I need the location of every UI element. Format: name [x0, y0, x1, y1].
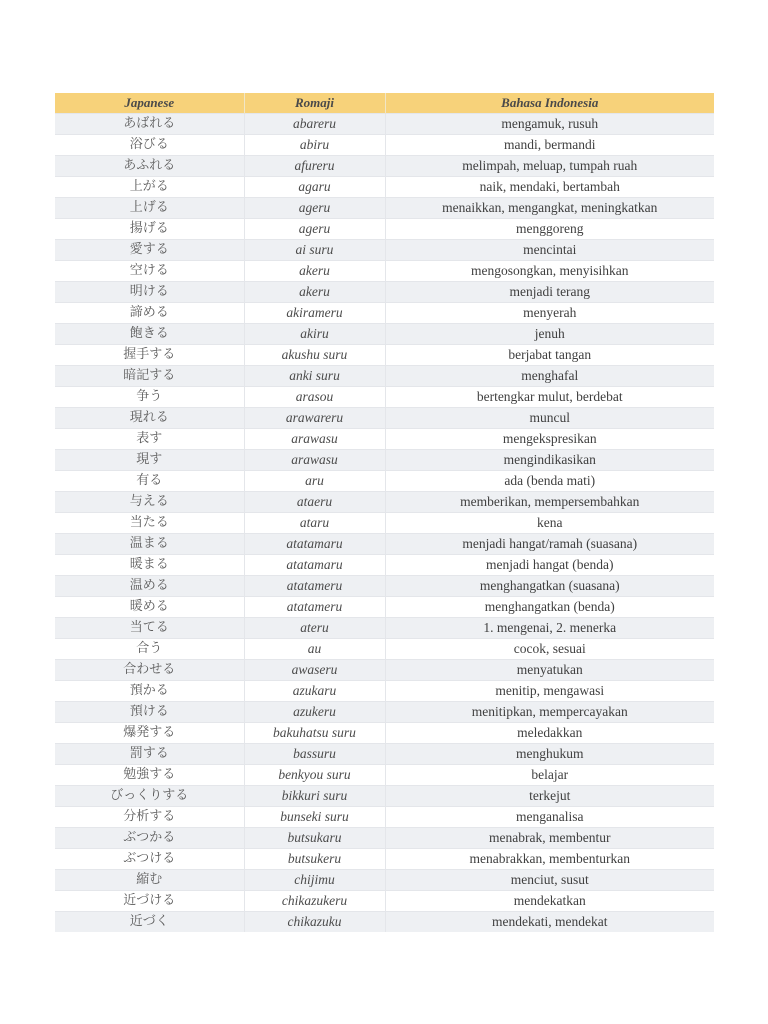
vocabulary-sheet	[55, 93, 714, 932]
cell-indonesian: cocok, sesuai	[385, 639, 714, 660]
cell-japanese: 当たる	[55, 513, 244, 534]
cell-romaji: anki suru	[244, 366, 385, 387]
table-row	[55, 450, 714, 471]
cell-japanese: 預ける	[55, 702, 244, 723]
header-romaji: Romaji	[244, 93, 385, 114]
cell-indonesian: menganalisa	[385, 807, 714, 828]
cell-japanese: 合う	[55, 639, 244, 660]
cell-japanese: びっくりする	[55, 786, 244, 807]
cell-indonesian: menyatukan	[385, 660, 714, 681]
table-row	[55, 492, 714, 513]
cell-romaji: akeru	[244, 282, 385, 303]
cell-indonesian: bertengkar mulut, berdebat	[385, 387, 714, 408]
table-row	[55, 219, 714, 240]
table-row	[55, 471, 714, 492]
cell-romaji: chijimu	[244, 870, 385, 891]
cell-indonesian: berjabat tangan	[385, 345, 714, 366]
table-row	[55, 849, 714, 870]
cell-japanese: 暖める	[55, 597, 244, 618]
cell-romaji: chikazuku	[244, 912, 385, 933]
cell-indonesian: menjadi hangat/ramah (suasana)	[385, 534, 714, 555]
table-row	[55, 387, 714, 408]
cell-indonesian: menyerah	[385, 303, 714, 324]
cell-indonesian: mendekati, mendekat	[385, 912, 714, 933]
header-indonesian: Bahasa Indonesia	[385, 93, 714, 114]
table-row	[55, 177, 714, 198]
cell-japanese: 現す	[55, 450, 244, 471]
table-row	[55, 261, 714, 282]
table-row	[55, 660, 714, 681]
cell-japanese: 当てる	[55, 618, 244, 639]
cell-indonesian: memberikan, mempersembahkan	[385, 492, 714, 513]
cell-japanese: 揚げる	[55, 219, 244, 240]
cell-japanese: 温まる	[55, 534, 244, 555]
cell-japanese: ぶつかる	[55, 828, 244, 849]
cell-romaji: chikazukeru	[244, 891, 385, 912]
cell-indonesian: menghangatkan (suasana)	[385, 576, 714, 597]
table-row	[55, 681, 714, 702]
cell-romaji: au	[244, 639, 385, 660]
cell-romaji: benkyou suru	[244, 765, 385, 786]
cell-romaji: ageru	[244, 219, 385, 240]
table-row	[55, 828, 714, 849]
cell-indonesian: mandi, bermandi	[385, 135, 714, 156]
cell-japanese: 合わせる	[55, 660, 244, 681]
cell-japanese: ぶつける	[55, 849, 244, 870]
table-row	[55, 912, 714, 933]
cell-indonesian: menjadi hangat (benda)	[385, 555, 714, 576]
table-row	[55, 597, 714, 618]
cell-japanese: 諦める	[55, 303, 244, 324]
cell-romaji: akushu suru	[244, 345, 385, 366]
cell-romaji: bunseki suru	[244, 807, 385, 828]
cell-indonesian: meledakkan	[385, 723, 714, 744]
cell-romaji: afureru	[244, 156, 385, 177]
cell-japanese: 争う	[55, 387, 244, 408]
table-body	[55, 114, 714, 933]
cell-romaji: awaseru	[244, 660, 385, 681]
cell-indonesian: menaikkan, mengangkat, meningkatkan	[385, 198, 714, 219]
table-row	[55, 744, 714, 765]
vocabulary-table	[55, 93, 714, 932]
table-row	[55, 576, 714, 597]
cell-indonesian: mengamuk, rusuh	[385, 114, 714, 135]
header-japanese: Japanese	[55, 93, 244, 114]
cell-japanese: 握手する	[55, 345, 244, 366]
cell-japanese: 飽きる	[55, 324, 244, 345]
cell-japanese: あふれる	[55, 156, 244, 177]
table-row	[55, 303, 714, 324]
cell-romaji: arawasu	[244, 450, 385, 471]
cell-indonesian: belajar	[385, 765, 714, 786]
table-row	[55, 870, 714, 891]
cell-indonesian: menghafal	[385, 366, 714, 387]
table-row	[55, 324, 714, 345]
cell-japanese: あばれる	[55, 114, 244, 135]
cell-japanese: 罰する	[55, 744, 244, 765]
table-row	[55, 156, 714, 177]
header-row	[55, 93, 714, 114]
cell-japanese: 預かる	[55, 681, 244, 702]
table-row	[55, 198, 714, 219]
cell-japanese: 有る	[55, 471, 244, 492]
cell-japanese: 上げる	[55, 198, 244, 219]
cell-romaji: abiru	[244, 135, 385, 156]
cell-indonesian: menghukum	[385, 744, 714, 765]
cell-japanese: 表す	[55, 429, 244, 450]
cell-indonesian: menabrakkan, membenturkan	[385, 849, 714, 870]
cell-indonesian: menitipkan, mempercayakan	[385, 702, 714, 723]
cell-japanese: 上がる	[55, 177, 244, 198]
table-row	[55, 723, 714, 744]
cell-japanese: 近づく	[55, 912, 244, 933]
cell-romaji: ateru	[244, 618, 385, 639]
cell-indonesian: mendekatkan	[385, 891, 714, 912]
table-row	[55, 282, 714, 303]
cell-romaji: bikkuri suru	[244, 786, 385, 807]
table-header	[55, 93, 714, 114]
cell-indonesian: menghangatkan (benda)	[385, 597, 714, 618]
cell-indonesian: menitip, mengawasi	[385, 681, 714, 702]
cell-indonesian: mencintai	[385, 240, 714, 261]
cell-romaji: atatameru	[244, 597, 385, 618]
table-row	[55, 765, 714, 786]
cell-romaji: ai suru	[244, 240, 385, 261]
table-row	[55, 534, 714, 555]
cell-romaji: azukaru	[244, 681, 385, 702]
cell-romaji: bakuhatsu suru	[244, 723, 385, 744]
table-row	[55, 366, 714, 387]
table-row	[55, 786, 714, 807]
cell-romaji: abareru	[244, 114, 385, 135]
cell-romaji: arawareru	[244, 408, 385, 429]
table-row	[55, 408, 714, 429]
cell-romaji: akirameru	[244, 303, 385, 324]
cell-indonesian: muncul	[385, 408, 714, 429]
cell-indonesian: menjadi terang	[385, 282, 714, 303]
cell-romaji: akeru	[244, 261, 385, 282]
cell-romaji: bassuru	[244, 744, 385, 765]
cell-romaji: ataeru	[244, 492, 385, 513]
cell-romaji: aru	[244, 471, 385, 492]
cell-indonesian: 1. mengenai, 2. menerka	[385, 618, 714, 639]
cell-indonesian: menciut, susut	[385, 870, 714, 891]
cell-romaji: atatamaru	[244, 555, 385, 576]
table-row	[55, 891, 714, 912]
cell-japanese: 温める	[55, 576, 244, 597]
cell-japanese: 分析する	[55, 807, 244, 828]
cell-japanese: 明ける	[55, 282, 244, 303]
cell-japanese: 縮む	[55, 870, 244, 891]
table-row	[55, 618, 714, 639]
cell-indonesian: mengindikasikan	[385, 450, 714, 471]
table-row	[55, 429, 714, 450]
cell-romaji: azukeru	[244, 702, 385, 723]
cell-romaji: agaru	[244, 177, 385, 198]
cell-romaji: butsukaru	[244, 828, 385, 849]
table-row	[55, 240, 714, 261]
table-row	[55, 702, 714, 723]
table-row	[55, 345, 714, 366]
cell-indonesian: mengosongkan, menyisihkan	[385, 261, 714, 282]
cell-indonesian: mengekspresikan	[385, 429, 714, 450]
cell-indonesian: menggoreng	[385, 219, 714, 240]
cell-japanese: 愛する	[55, 240, 244, 261]
cell-japanese: 暗記する	[55, 366, 244, 387]
cell-japanese: 勉強する	[55, 765, 244, 786]
cell-indonesian: kena	[385, 513, 714, 534]
cell-japanese: 暖まる	[55, 555, 244, 576]
cell-romaji: akiru	[244, 324, 385, 345]
table-row	[55, 114, 714, 135]
cell-romaji: ageru	[244, 198, 385, 219]
cell-japanese: 浴びる	[55, 135, 244, 156]
table-row	[55, 513, 714, 534]
cell-indonesian: naik, mendaki, bertambah	[385, 177, 714, 198]
cell-romaji: arasou	[244, 387, 385, 408]
cell-japanese: 空ける	[55, 261, 244, 282]
cell-indonesian: jenuh	[385, 324, 714, 345]
cell-indonesian: menabrak, membentur	[385, 828, 714, 849]
cell-romaji: butsukeru	[244, 849, 385, 870]
table-row	[55, 639, 714, 660]
cell-indonesian: terkejut	[385, 786, 714, 807]
cell-japanese: 近づける	[55, 891, 244, 912]
cell-romaji: arawasu	[244, 429, 385, 450]
table-row	[55, 135, 714, 156]
table-row	[55, 555, 714, 576]
cell-indonesian: melimpah, meluap, tumpah ruah	[385, 156, 714, 177]
cell-romaji: atatameru	[244, 576, 385, 597]
cell-japanese: 与える	[55, 492, 244, 513]
cell-romaji: ataru	[244, 513, 385, 534]
cell-japanese: 現れる	[55, 408, 244, 429]
cell-japanese: 爆発する	[55, 723, 244, 744]
cell-romaji: atatamaru	[244, 534, 385, 555]
cell-indonesian: ada (benda mati)	[385, 471, 714, 492]
table-row	[55, 807, 714, 828]
